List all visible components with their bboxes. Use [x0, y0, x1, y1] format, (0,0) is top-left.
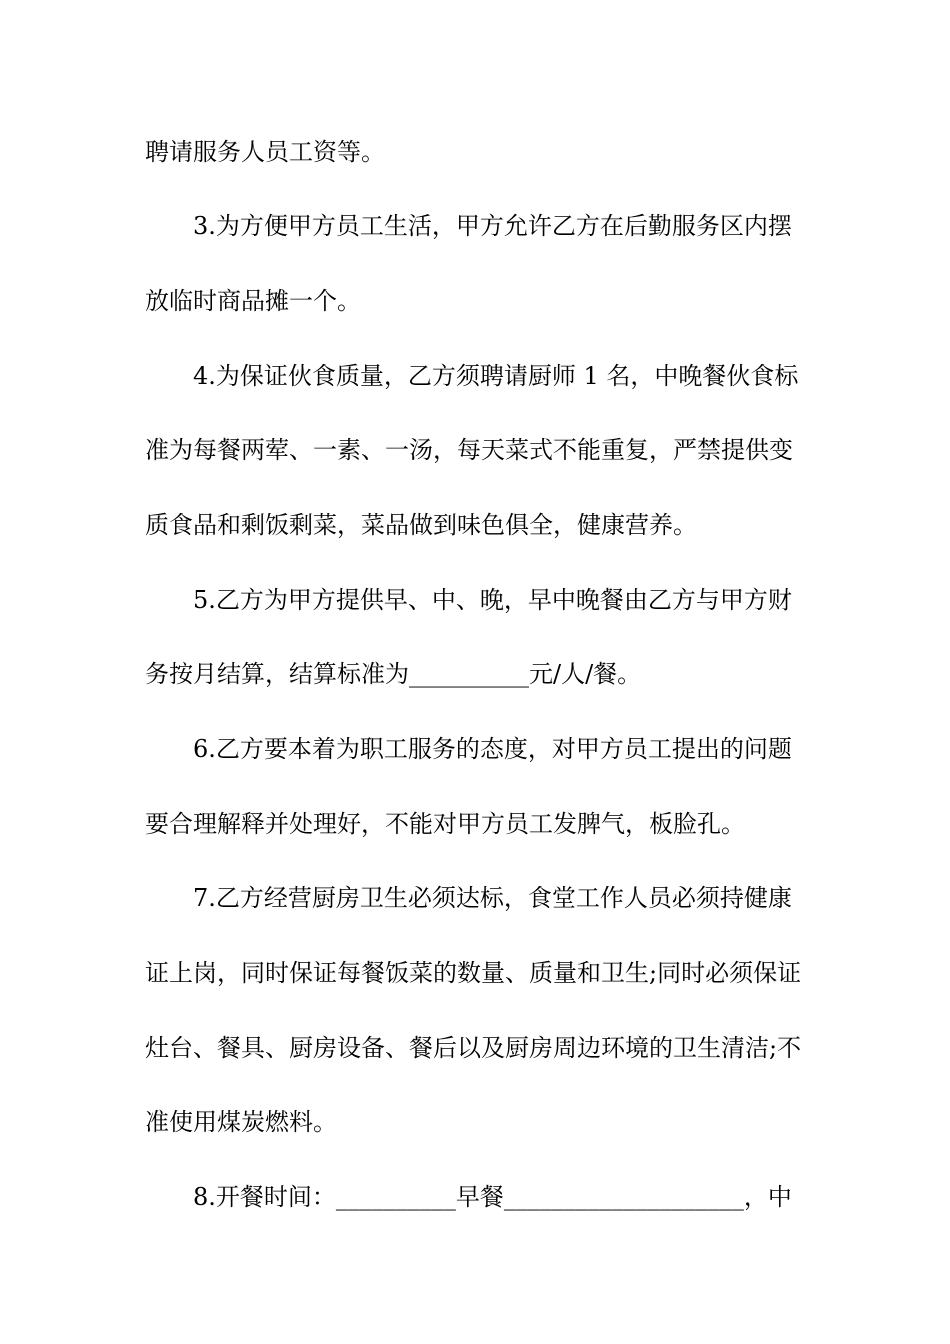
clause-3-line-1: 3.为方便甲方员工生活，甲方允许乙方在后勤服务区内摆: [193, 212, 792, 240]
clause-8-line-1: 8.开餐时间：__________早餐____________________，中: [193, 1183, 792, 1211]
clause-4-line-3: 质食品和剩饭剩菜，菜品做到味色俱全，健康营养。: [145, 511, 697, 539]
clause-3-line-2: 放临时商品摊一个。: [145, 287, 361, 315]
clause-7-line-4: 准使用煤炭燃料。: [145, 1108, 337, 1136]
clause-5-line-2: 务按月结算，结算标准为__________元/人/餐。: [145, 660, 642, 688]
clause-5-line-1: 5.乙方为甲方提供早、中、晚，早中晚餐由乙方与甲方财: [193, 586, 792, 614]
clause-4-line-2: 准为每餐两荤、一素、一汤，每天菜式不能重复，严禁提供变: [145, 436, 793, 464]
clause-7-line-1: 7.乙方经营厨房卫生必须达标，食堂工作人员必须持健康: [193, 884, 792, 912]
clause-6-line-1: 6.乙方要本着为职工服务的态度，对甲方员工提出的问题: [193, 735, 792, 763]
clause-4-line-1: 4.为保证伙食质量，乙方须聘请厨师 1 名，中晚餐伙食标: [193, 362, 799, 390]
clause-7-line-3: 灶台、餐具、厨房设备、餐后以及厨房周边环境的卫生清洁;不: [145, 1034, 802, 1062]
clause-6-line-2: 要合理解释并处理好，不能对甲方员工发脾气，板脸孔。: [145, 810, 745, 838]
clause-7-line-2: 证上岗，同时保证每餐饭菜的数量、质量和卫生;同时必须保证: [145, 959, 802, 987]
paragraph-line: 聘请服务人员工资等。: [145, 138, 385, 166]
